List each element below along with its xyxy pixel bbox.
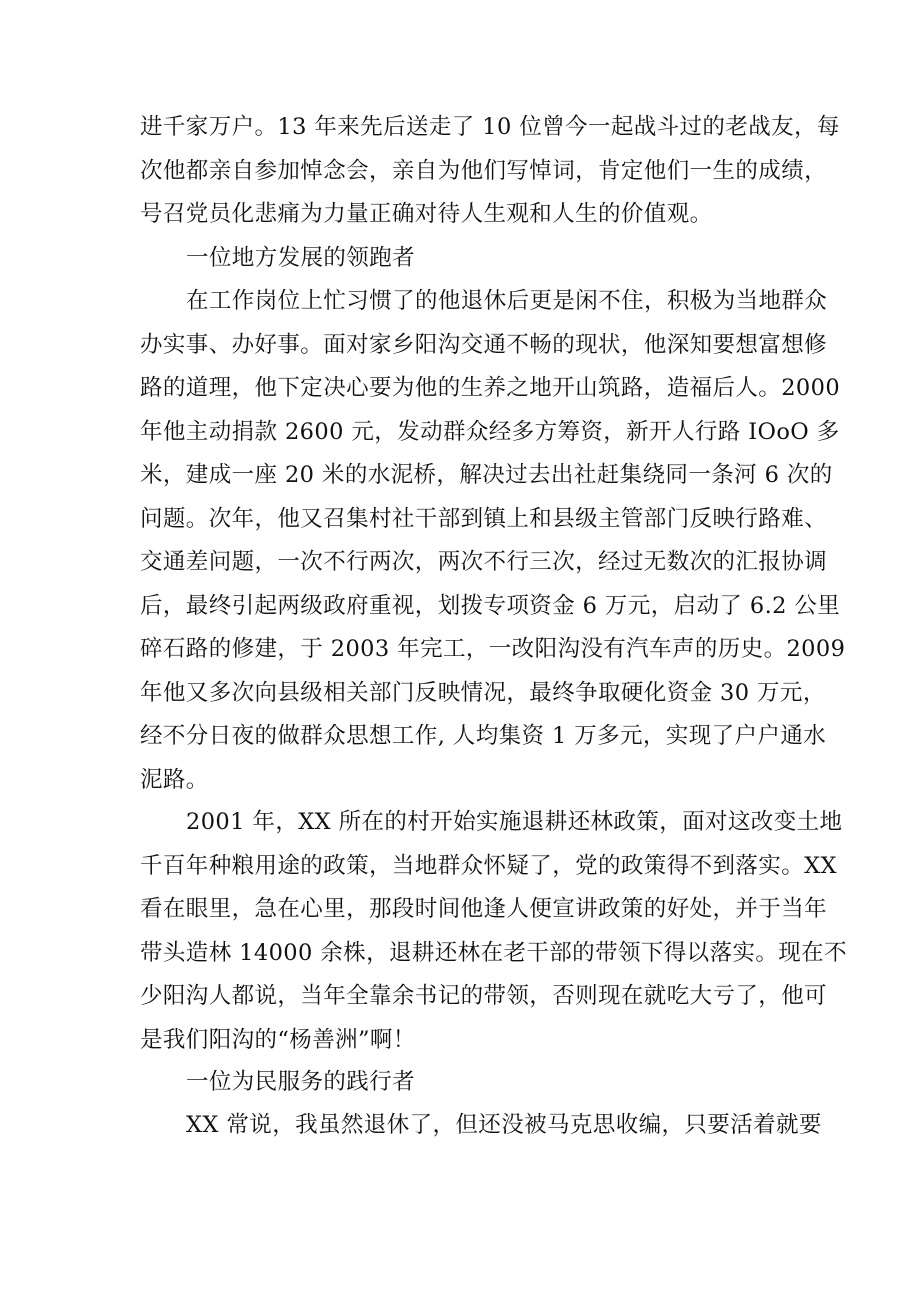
paragraph-reforestation	[140, 801, 847, 1062]
text-line: 次他都亲自参加悼念会，亲自为他们写悼词，肯定他们一生的成绩，	[140, 157, 828, 184]
text-line: 2001 年，XX 所在的村开始实施退耕还林政策，面对这改变土地	[186, 809, 843, 835]
text-line: 在工作岗位上忙习惯了的他退休后更是闲不住，积极为当地群众	[186, 288, 828, 314]
text-line: 进千家万户。13 年来先后送走了 10 位曾今一起战斗过的老战友，每	[140, 114, 840, 140]
section-heading: 一位为民服务的践行者	[186, 1069, 416, 1095]
text-line: 少阳沟人都说，当年全靠余书记的带领，否则现在就吃大亏了，他可	[140, 983, 828, 1009]
text-line: 年他主动捐款 2600 元，发动群众经多方筹资，新开人行路 IOoO 多	[140, 418, 840, 445]
section-heading-servant	[140, 1061, 795, 1105]
paragraph-mourning-continued	[140, 106, 840, 237]
text-line: 后，最终引起两级政府重视，划拨专项资金 6 万元，启动了 6.2 公里	[140, 592, 841, 619]
text-line: 千百年种粮用途的政策，当地群众怀疑了，党的政策得不到落实。XX	[140, 852, 837, 879]
text-line: 看在眼里，急在心里，那段时间他逢人便宣讲政策的好处，并于当年	[140, 896, 828, 922]
paragraph-road-building	[140, 280, 846, 802]
text-line: 路的道理，他下定决心要为他的生养之地开山筑路，造福后人。2000	[140, 375, 841, 401]
section-heading: 一位地方发展的领跑者	[186, 245, 416, 271]
text-line: 带头造林 14000 余株，退耕还林在老干部的带领下得以落实。现在不	[140, 939, 847, 966]
text-line: 办实事、办好事。面对家乡阳沟交通不畅的现状，他深知要想富想修	[140, 331, 828, 358]
text-line: 年他又多次向县级相关部门反映情况，最终争取硬化资金 30 万元，	[140, 679, 826, 706]
text-line: 米，建成一座 20 米的水泥桥，解决过去出社赶集绕同一条河 6 次的	[140, 462, 833, 488]
text-line: 是我们阳沟的“杨善洲”啊！	[140, 1026, 416, 1053]
text-line: 号召党员化悲痛为力量正确对待人生观和人生的价值观。	[140, 201, 713, 227]
text-line: XX 常说，我虽然退休了，但还没被马克思收编，只要活着就要	[186, 1112, 822, 1138]
section-heading-leader	[140, 237, 795, 281]
paragraph-service	[140, 1104, 822, 1148]
text-line: 碎石路的修建，于 2003 年完工，一改阳沟没有汽车声的历史。2009	[140, 636, 846, 662]
text-line: 交通差问题，一次不行两次，两次不行三次，经过无数次的汇报协调	[140, 549, 828, 575]
text-line: 泥路。	[140, 766, 209, 793]
text-line: 经不分日夜的做群众思想工作, 人均集资 1 万多元，实现了户户通水	[140, 723, 827, 749]
text-line: 问题。次年，他又召集村社干部到镇上和县级主管部门反映行路难、	[140, 505, 828, 532]
